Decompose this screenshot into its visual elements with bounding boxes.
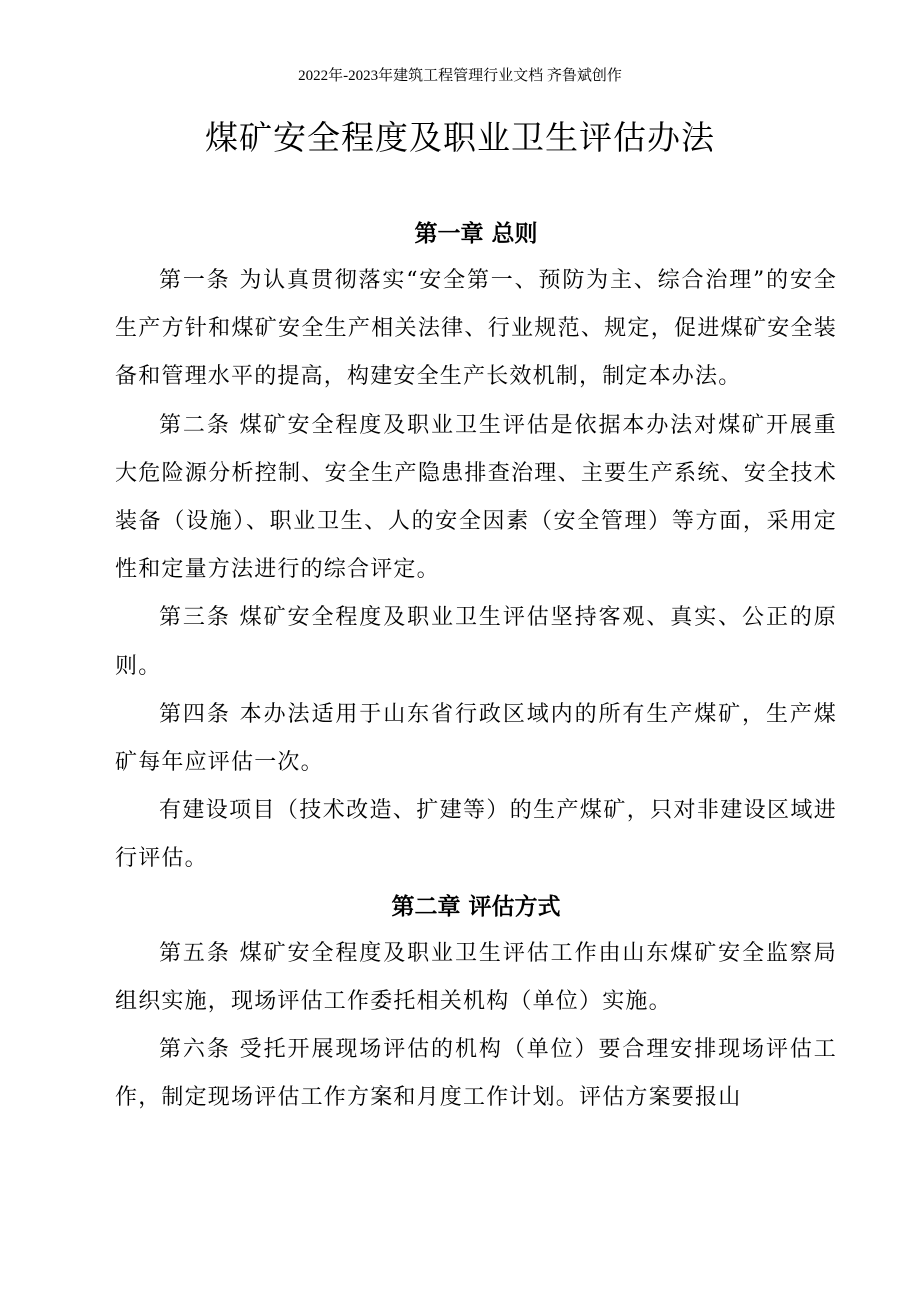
document-title: 煤矿安全程度及职业卫生评估办法 [205, 118, 715, 157]
article-6: 第六条 受托开展现场评估的机构（单位）要合理安排现场评估工作，制定现场评估工作方案和月度工作计划。评估方案要报山 [115, 1037, 837, 1111]
document-body [115, 211, 837, 1122]
article-1: 第一条 为认真贯彻落实“安全第一、预防为主、综合治理”的安全生产方针和煤矿安全生产相关法律、行业规范、规定，促进煤矿安全装备和管理水平的提高，构建安全生产长效机制，制定本办法。 [115, 268, 837, 390]
page-header: 2022年-2023年建筑工程管理行业文档 齐鲁斌创作 [298, 68, 622, 84]
article-4: 第四条 本办法适用于山东省行政区域内的所有生产煤矿，生产煤矿每年应评估一次。 [115, 701, 837, 776]
chapter-1-heading: 第一章 总则 [414, 221, 538, 247]
chapter-2-heading: 第二章 评估方式 [391, 893, 561, 920]
article-2: 第二条 煤矿安全程度及职业卫生评估是依据本办法对煤矿开展重大危险源分析控制、安全生产隐患排查治理、主要生产系统、安全技术装备（设施）、职业卫生、人的安全因素（安全管理）等方面，采用定性和定量方法进行的综合评定。 [115, 412, 837, 583]
article-5: 第五条 煤矿安全程度及职业卫生评估工作由山东煤矿安全监察局组织实施，现场评估工作委托相关机构（单位）实施。 [115, 940, 837, 1014]
article-4-note: 有建设项目（技术改造、扩建等）的生产煤矿，只对非建设区域进行评估。 [115, 798, 837, 872]
article-3: 第三条 煤矿安全程度及职业卫生评估坚持客观、真实、公正的原则。 [115, 605, 837, 679]
